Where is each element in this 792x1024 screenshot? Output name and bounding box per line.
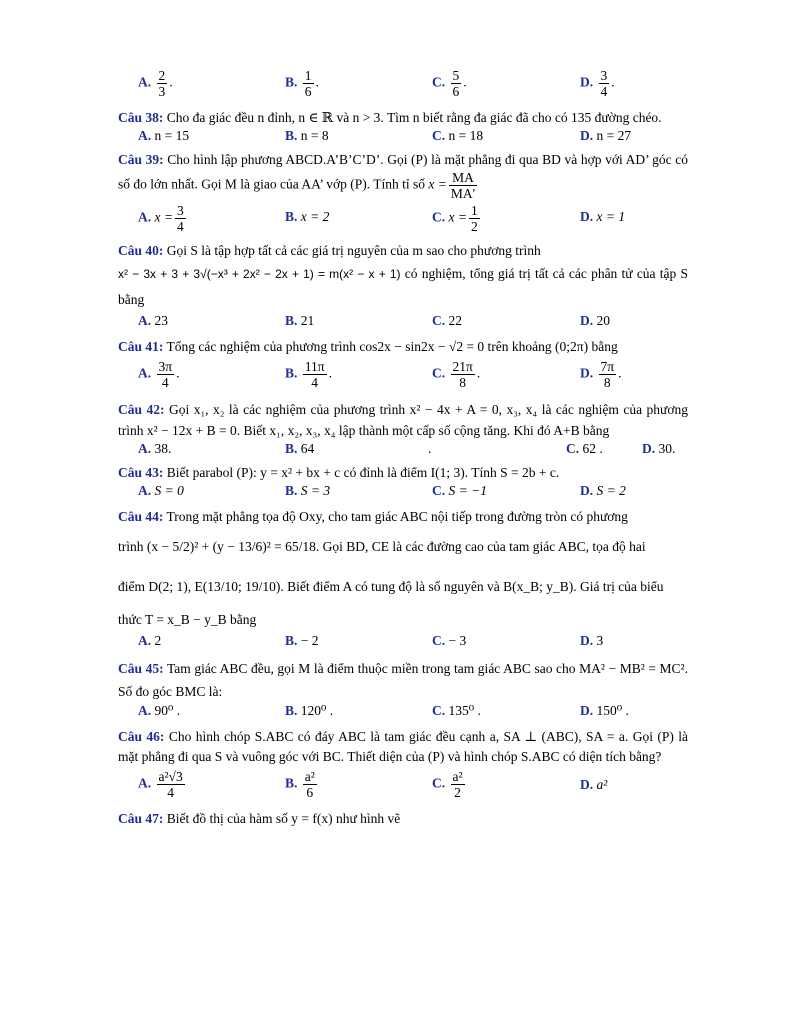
q43-opt-a: A. S = 0 [138, 483, 184, 498]
q40-opt-a: A. 23 [138, 313, 168, 328]
q41-stem: Câu 41: Tổng các nghiệm của phương trình cos2x − sin2x − √2 = 0 trên khoảng (0;2π) bằng [118, 339, 618, 354]
q43-options [118, 483, 688, 503]
q42-opt-c: C. 62 . [566, 441, 603, 456]
q37-options [118, 66, 688, 108]
q37-opt-d: D. $\frac{3}{4}$ . [580, 68, 615, 99]
q44-opt-c: C. − 3 [432, 633, 467, 648]
q37-opt-b: B. $\frac{1}{6}$ . [285, 68, 319, 99]
q43-opt-c: C. S = −1 [432, 483, 487, 498]
q38-options [118, 128, 688, 148]
q44-line4: thức T = x_B − y_B bằng [118, 612, 257, 627]
q40-equation-line: x² − 3x + 3 + 3√(−x³ + 2x² − 2x + 1) = m(x² − x + 1) có nghiệm, tổng giá trị tất cả các phân tử của tập S bằng [118, 266, 688, 307]
q42-stem: Câu 42: Gọi x₁, x₂ là các nghiệm của phương trình x² − 4x + A = 0, x₃, x₄ là các nghiệm của phương trình x² − 12x + B = 0. Biết x₁, x₂, x₃, x₄ lập thành một cấp số cộng tăng. Khi đó A+B bằng [118, 402, 689, 438]
q42-opt-a: A. 38. [138, 441, 172, 456]
q41-opt-a: A. $\frac{3\pi}{4}$ . [138, 359, 180, 390]
q40-options [118, 313, 688, 333]
q37-opt-c: C. $\frac{5}{6}$ . [432, 68, 467, 99]
q42-stray-dot: . [428, 441, 432, 456]
q44-opt-a: A. 2 [138, 633, 162, 648]
q46-opt-a: A. $\frac{\text{a²√3}}{4}$ [138, 769, 183, 800]
q39-options [118, 201, 688, 237]
q40-stem: Câu 40: Gọi S là tập hợp tất cả các giá trị nguyên của m sao cho phương trình [118, 243, 541, 258]
q41-opt-d: D. $\frac{7\pi}{8}$ . [580, 359, 622, 390]
q45-stem: Câu 45: Tam giác ABC đều, gọi M là điểm thuộc miền trong tam giác ABC sao cho MA² − MB² = MC². Số đo góc BMC là: [118, 661, 688, 699]
q46-opt-c: C. $\frac{\text{a²}}{2}$ [432, 769, 463, 800]
q44-line2: trình (x − 5/2)² + (y − 13/6)² = 65/18. Gọi BD, CE là các đường cao của tam giác ABC, tọa độ hai [118, 539, 646, 554]
q41-opt-b: B. $\frac{11\pi}{4}$ . [285, 359, 332, 390]
q44-stem: Câu 44: Trong mặt phẳng tọa độ Oxy, cho tam giác ABC nội tiếp trong đường tròn có phương [118, 509, 628, 524]
q39-stem: Câu 39: Cho hình lập phương ABCD.A’B’C’D’. Gọi (P) là mặt phẳng đi qua BD và hợp với AD’ góc có số đo lớn nhất. Gọi M là giao của AA’ vớp (P). Tính tỉ số x = $\frac{MA}{MA'}$ [118, 152, 688, 201]
q44-opt-b: B. − 2 [285, 633, 319, 648]
q46-opt-d: D. a² [580, 777, 608, 792]
q44-line3: điểm D(2; 1), E(13/10; 19/10). Biết điểm A có tung độ là số nguyên và B(x_B; y_B). Giá trị của biểu [118, 579, 664, 594]
q42-opt-b: B. 64 [285, 441, 315, 456]
q45-opt-a: A. 90⁰ . [138, 703, 181, 718]
q38-opt-b: B. n = 8 [285, 128, 329, 143]
q45-opt-d: D. 150⁰ . [580, 703, 629, 718]
q41-opt-c: C. $\frac{21\pi}{8}$ . [432, 359, 481, 390]
q47-stem: Câu 47: Biết đồ thị của hàm số y = f(x) như hình vẽ [118, 811, 401, 826]
q37-opt-a: A. $\frac{2}{3}$ . [138, 68, 173, 99]
q45-options [118, 703, 688, 723]
q40-opt-b: B. 21 [285, 313, 315, 328]
q43-opt-d: D. S = 2 [580, 483, 626, 498]
q38-opt-a: A. n = 15 [138, 128, 190, 143]
q43-opt-b: B. S = 3 [285, 483, 331, 498]
q44-opt-d: D. 3 [580, 633, 604, 648]
q46-options [118, 767, 688, 807]
q46-stem: Câu 46: Cho hình chóp S.ABC có đáy ABC là tam giác đều cạnh a, SA ⊥ (ABC), SA = a. Gọi (P) là mặt phẳng đi qua S và vuông góc với BC. Thiết diện của (P) và hình chóp S.ABC có diện tích bằng? [118, 729, 688, 764]
q38-opt-c: C. n = 18 [432, 128, 484, 143]
q42-options [118, 441, 688, 461]
q45-opt-b: B. 120⁰ . [285, 703, 334, 718]
q40-opt-c: C. 22 [432, 313, 462, 328]
q38-opt-d: D. n = 27 [580, 128, 632, 143]
q38-stem: Câu 38: Cho đa giác đều n đỉnh, n ∈ ℝ và n > 3. Tìm n biết rằng đa giác đã cho có 135 đường chéo. [118, 110, 662, 125]
q41-options [118, 357, 688, 393]
q45-opt-c: C. 135⁰ . [432, 703, 481, 718]
q40-opt-d: D. 20 [580, 313, 610, 328]
q44-options [118, 633, 688, 653]
q46-opt-b: B. $\frac{\text{a²}}{6}$ [285, 769, 315, 800]
q43-stem: Câu 43: Biết parabol (P): y = x² + bx + c có đỉnh là điểm I(1; 3). Tính S = 2b + c. [118, 465, 560, 480]
exam-page [118, 66, 688, 829]
q39-opt-a: A. x = $\frac{3}{4}$ [138, 203, 184, 234]
q39-opt-d: D. x = 1 [580, 209, 626, 224]
q40-equation: x² − 3x + 3 + 3√(−x³ + 2x² − 2x + 1) = m(x² − x + 1) [118, 267, 401, 281]
q42-opt-d: D. 30. [642, 441, 676, 456]
q39-opt-b: B. x = 2 [285, 209, 330, 224]
q39-opt-c: C. x = $\frac{1}{2}$ [432, 203, 478, 234]
